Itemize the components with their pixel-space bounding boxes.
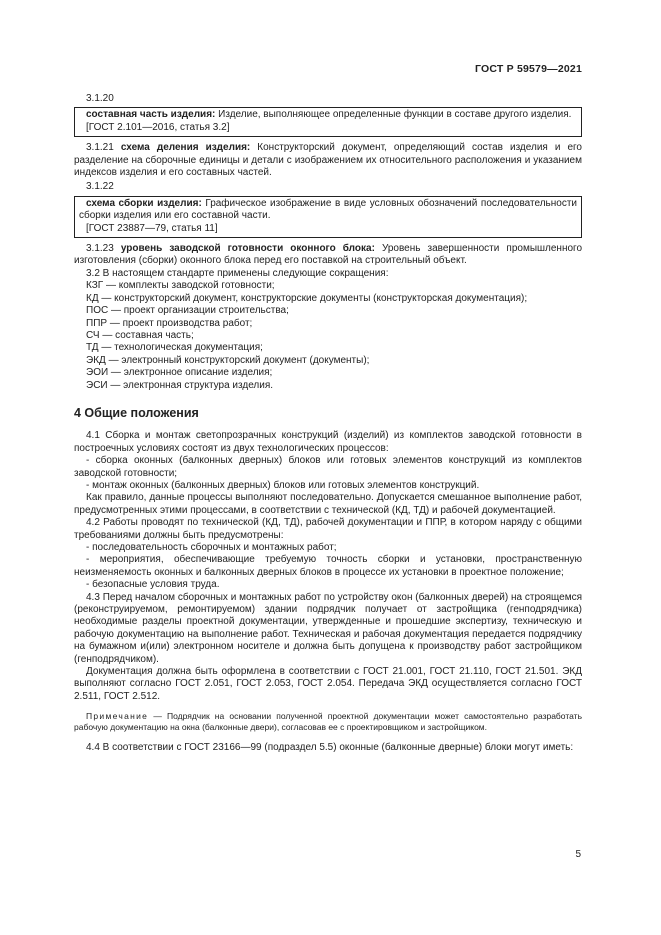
term-box-3-1-22 — [74, 196, 582, 238]
note-text: — Подрядчик на основании полученной проектной документации может самостоятельно разработать рабочую документацию на окна (балконные двери), согласовав ее с проектировщиком и застройщиком. — [74, 711, 582, 733]
paragraph-4-2: 4.2 Работы проводят по технической (КД, ТД), рабочей документации и ППР, в котором наряду с общими требованиями должны быть предусмотрены: — [74, 517, 582, 541]
term-source: [ГОСТ 23887—79, статья 11] — [86, 222, 218, 234]
term-text: Изделие, выполняющее определенные функции в составе другого изделия. — [215, 109, 572, 121]
list-item: - монтаж оконных (балконных дверных) блоков или готовых элементов конструкций. — [86, 479, 480, 491]
paragraph-4-3: 4.3 Перед началом сборочных и монтажных работ по устройству окон (балконных дверей) на строящемся (реконструируемом, ремонтируемом) здании подрядчик получает от застройщика (генподрядчика) необходимые разделы проектной документации, утвержденные и прошедшие экспертизу, техническую и рабочую документацию на выполнение работ. Техническая и рабочая документация передается подрядчику на бумажном и(или) электронном носителе и должна быть допущена к производству работ застройщиком (генподрядчиком). — [74, 591, 582, 665]
list-item: - сборка оконных (балконных дверных) блоков или готовых элементов конструкций из комплектов заводской готовности; — [74, 455, 582, 479]
item-number-3-1-20: 3.1.20 — [86, 93, 114, 104]
section-heading: 4 Общие положения — [74, 405, 199, 420]
abbreviation-item: ЭСИ — электронная структура изделия. — [86, 379, 274, 391]
paragraph: Документация должна быть оформлена в соответствии с ГОСТ 21.001, ГОСТ 21.110, ГОСТ 21.501. ЭКД выполняют согласно ГОСТ 2.051, ГОСТ 2.053, ГОСТ 2.054. Передача ЭКД осуществляется согласно ГОСТ 2.511, ГОСТ 2.512. — [74, 666, 582, 702]
term-name: схема сборки изделия: — [86, 197, 202, 209]
item-number: 3.1.23 — [86, 243, 114, 255]
standard-designation: ГОСТ Р 59579—2021 — [474, 63, 582, 75]
term-box-3-1-20 — [74, 107, 582, 137]
page-content — [74, 93, 582, 755]
item-number-3-1-22: 3.1.22 — [86, 181, 114, 193]
term-3-1-21 — [74, 142, 582, 179]
term-text: Конструкторский документ, определяющий состав изделия и его разделение на сборочные единицы и детали с изображением их относительного расположения и указанием индексов изделия и его составных частей. — [74, 142, 582, 179]
paragraph-4-1: 4.1 Сборка и монтаж светопрозрачных конструкций (изделий) из комплектов заводской готовности в построечных условиях состоят из двух технологических процессов: — [74, 430, 582, 454]
note-label: Примечание — [86, 711, 149, 722]
abbreviation-item: ППР — проект производства работ; — [86, 317, 253, 329]
abbreviation-item: ТД — технологическая документация; — [86, 342, 263, 354]
term-definition — [79, 109, 577, 121]
note — [74, 711, 582, 733]
paragraph-4-4: 4.4 В соответствии с ГОСТ 23166—99 (подраздел 5.5) оконные (балконные дверные) блоки могут иметь: — [86, 742, 574, 754]
abbreviation-item: КЗГ — комплекты заводской готовности; — [86, 280, 275, 292]
abbreviation-item: ЭКД — электронный конструкторский документ (документы); — [86, 354, 370, 366]
term-definition — [79, 198, 577, 223]
term-name: составная часть изделия: — [86, 109, 216, 121]
item-number: 3.1.21 — [86, 142, 114, 154]
abbreviation-item: КД — конструкторский документ, конструкторские документы (конструкторская документация); — [86, 292, 528, 304]
abbreviations-intro: 3.2 В настоящем стандарте применены следующие сокращения: — [86, 267, 389, 279]
list-item: - последовательность сборочных и монтажных работ; — [86, 542, 337, 553]
abbreviation-item: СЧ — составная часть; — [86, 329, 194, 341]
abbreviation-item: ПОС — проект организации строительства; — [86, 305, 289, 317]
term-text: Уровень завершенности промышленного изготовления (сборки) оконного блока перед его поставкой на строительный объект. — [74, 243, 583, 267]
list-item: - безопасные условия труда. — [86, 579, 220, 591]
abbreviation-item: ЭОИ — электронное описание изделия; — [86, 367, 273, 379]
term-name: уровень заводской готовности оконного блока: — [120, 243, 375, 255]
term-text: Графическое изображение в виде условных обозначений последовательности сборки изделия или его составной части. — [79, 197, 577, 222]
term-name: схема деления изделия: — [120, 142, 251, 154]
list-item: - мероприятия, обеспечивающие требуемую точность сборки и установки, пространственную неизменяемость оконных и балконных дверных блоков в процессе их установки в проектное положение; — [74, 554, 582, 578]
page-number: 5 — [575, 849, 581, 860]
term-3-1-23 — [74, 243, 582, 268]
paragraph: Как правило, данные процессы выполняют последовательно. Допускается смешанное выполнение работ, предусмотренных этими процессами, в соответствии с технической (КД, ТД) и рабочей документацией. — [74, 492, 582, 516]
term-source: [ГОСТ 2.101—2016, статья 3.2] — [86, 121, 230, 133]
